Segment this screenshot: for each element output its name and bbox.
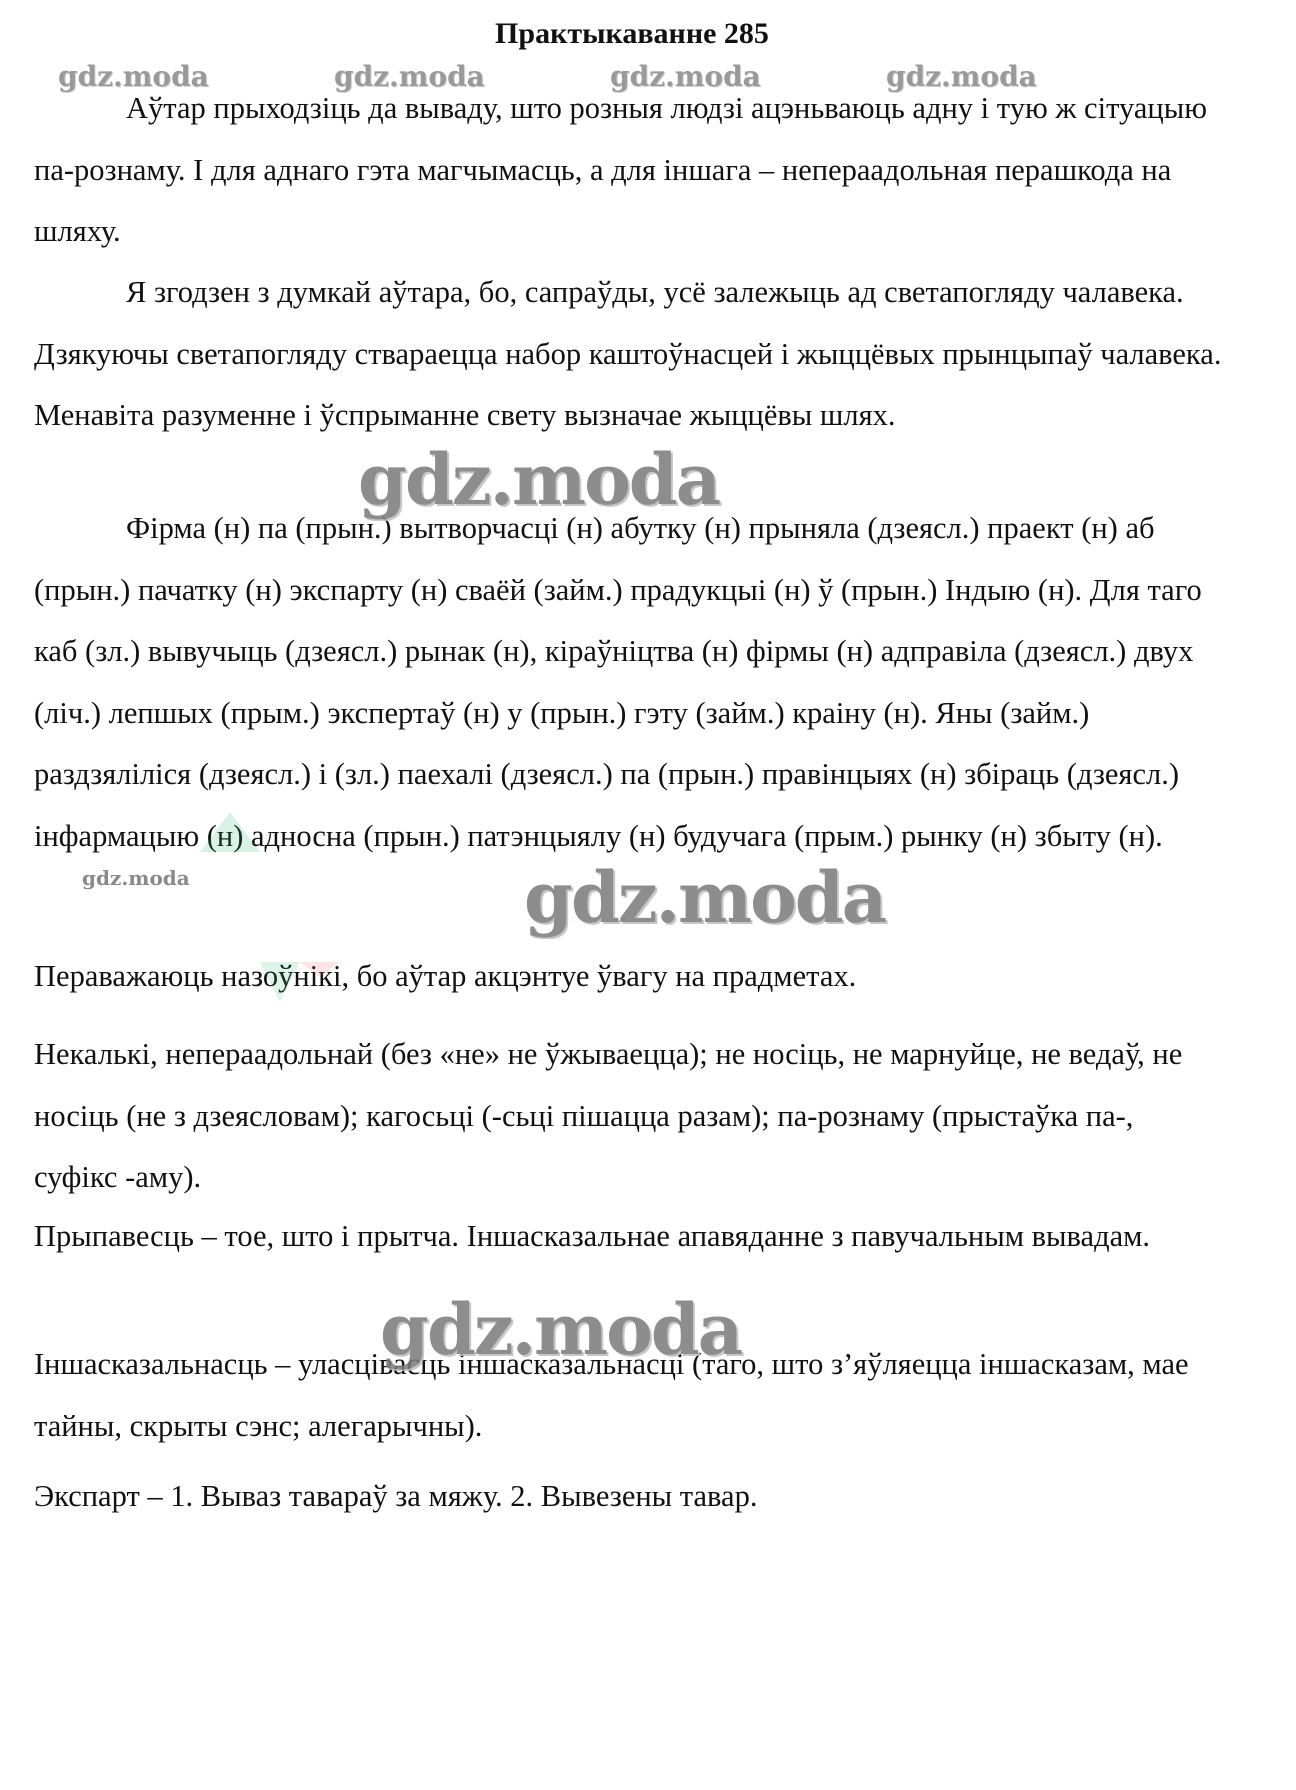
paragraph-parts-of-speech: Фірма (н) па (прын.) вытворчасці (н) абутку (н) прыняла (дзеясл.) праект (н) аб (прын.) пачатку (н) экспарту (н) сваёй (займ.) прадукцыі (н) ў (прын.) Індыю (н). Для таго каб (зл.) вывучыць (дзеясл.) рынак (н), кіраўніцтва (н) фірмы (н) адправіла (дзеясл.) двух (ліч.) лепшых (прым.) экспертаў (н) у (прын.) гэту (займ.) краіну (н). Яны (займ.) раздзяліліся (дзеясл.) і (зл.) паехалі (дзеясл.) па (прын.) правінцыях (н) збіраць (дзеясл.) інфармацыю (н) адносна (прын.) патэнцыялу (н) будучага (прым.) рынку (н) збыту (н). (34, 511, 1202, 853)
paragraph-nouns: Пераважаюць назоўнікі, бо аўтар акцэнтуе ўвагу на прадметах. (34, 959, 857, 993)
watermark-logo: gdz.moda (334, 60, 485, 93)
watermark-logo: gdz.moda (58, 60, 209, 93)
watermark-shape-icon (200, 812, 350, 1012)
paragraph-parable-definition: Прыпавесць – тое, што і прытча. Іншасказальнае апавяданне з павучальным вывадам. (34, 1219, 1151, 1253)
paragraph-allegory-definition: Іншасказальнасць – уласцівасць іншасказальнасці (таго, што з’яўляецца іншасказам, мае тайны, скрыты сэнс; алегарычны). (34, 1347, 1189, 1443)
watermark-logo: gdz.moda (380, 1288, 742, 1371)
watermark-logo: gdz.moda (358, 438, 720, 521)
watermark-logo: gdz.moda (82, 866, 190, 890)
paragraph-spelling: Некалькі, непераадольнай (без «не» не ўжываецца); не носіць, не марнуйце, не ведаў, не носіць (не з дзеясловам); кагосьці (-сьці пішацца разам); па-рознаму (прыстаўка па-, суфікс -аму). (34, 1037, 1183, 1194)
paragraph-opinion: Я згодзен з думкай аўтара, бо, сапраўды, усё залежыць ад светапогляду чалавека. Дзякуючы светапогляду ствараецца набор каштоўнасцей і жыццёвых прынцыпаў чалавека. Менавіта разуменне і ўспрыманне свету вызначае жыццёвы шлях. (34, 275, 1222, 432)
paragraph-export-definition: Экспарт – 1. Вываз тавараў за мяжу. 2. Вывезены тавар. (34, 1479, 758, 1513)
page-title: Практыкаванне 285 (495, 17, 769, 50)
watermark-logo: gdz.moda (610, 60, 761, 93)
paragraph-conclusion: Аўтар прыходзіць да вываду, што розныя людзі ацэньваюць адну і тую ж сітуацыю па-рознаму. І для аднаго гэта магчымасць, а для іншага – непераадольная перашкода на шляху. (34, 91, 1207, 248)
watermark-logo: gdz.moda (524, 856, 886, 939)
watermark-logo: gdz.moda (886, 60, 1037, 93)
